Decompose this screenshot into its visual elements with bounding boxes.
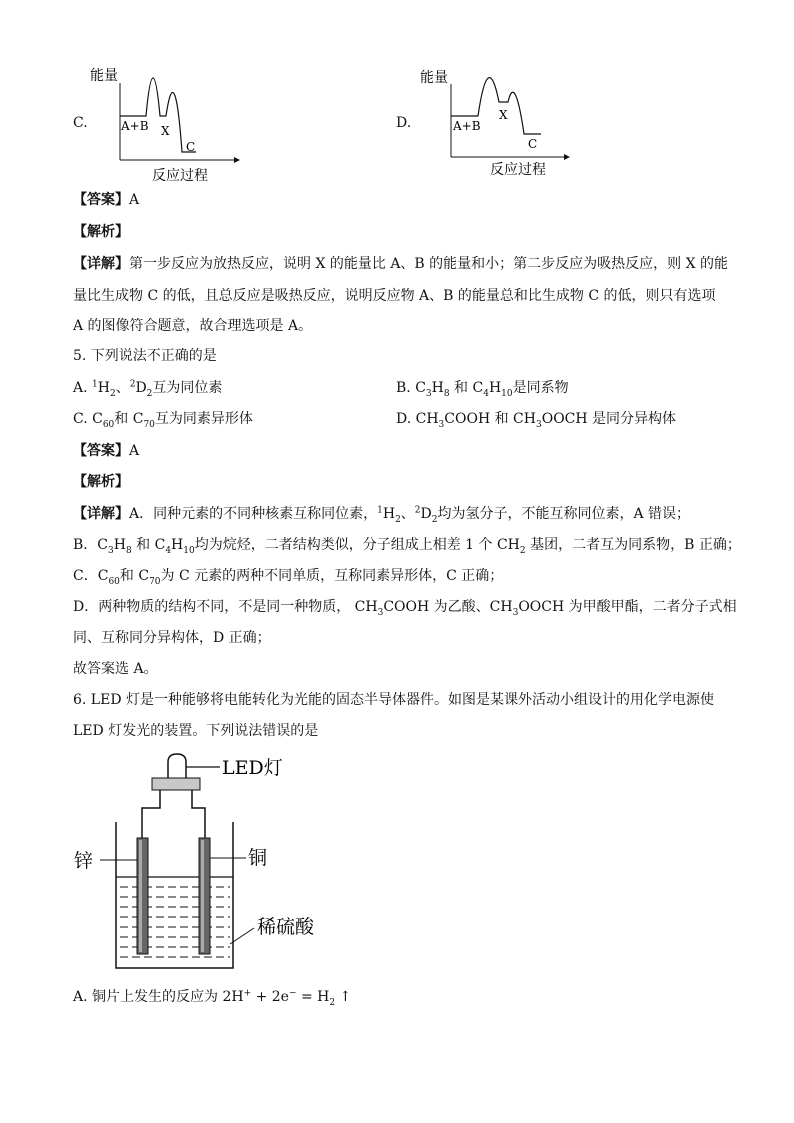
detail-text: 第一步反应为放热反应，说明 X 的能量比 A、B 的能量和小；第二步反应为吸热反应，则 X 的能 (129, 256, 729, 272)
sub: 3 (108, 545, 114, 556)
sub: 2 (146, 388, 153, 399)
opt-text: 、 (115, 380, 130, 396)
sub: 70 (149, 576, 161, 587)
zinc-electrode (137, 838, 148, 954)
q5-detail-line-1 (73, 504, 690, 524)
analysis-tag: 【解析】 (73, 474, 129, 490)
copper-electrode-highlight (201, 840, 204, 952)
q5-analysis (73, 472, 129, 492)
detail-text: 均为烷烃，二者结构类似，分子组成上相差 1 个 CH (194, 537, 520, 553)
opt-text: 和 C (449, 380, 484, 396)
q6-stem-line-2: LED 灯发光的装置。下列说法错误的是 (73, 723, 319, 739)
zinc-label: 锌 (74, 850, 94, 872)
copper-electrode (199, 838, 210, 954)
up-arrow-icon: ↑ (335, 989, 352, 1005)
sub: 2 (395, 514, 401, 525)
q5-option-c (73, 409, 253, 429)
sub: 3 (438, 419, 445, 430)
sub: 3 (425, 388, 432, 399)
detail-text: COOH 为乙酸、CH (383, 599, 513, 615)
sub: 70 (143, 419, 155, 430)
detail-text: 和 C (119, 568, 150, 584)
opt-text: COOH 和 CH (444, 411, 536, 427)
diagram-c-reactant: A+B (121, 119, 149, 133)
diagram-c-xlabel: 反应过程 (152, 168, 208, 184)
sub: 2 (431, 514, 438, 525)
sub: 2 (109, 388, 116, 399)
detail-text: B．C (73, 537, 108, 553)
sub: 3 (512, 607, 519, 618)
opt-text: H (431, 380, 444, 396)
q5-answer (73, 441, 139, 461)
q4-detail-line-1 (73, 254, 728, 274)
q4-analysis (73, 222, 129, 242)
q4-detail-line-3: A 的图像符合题意，故合理选项是 A。 (73, 318, 313, 334)
q6-stem-line-1: 6. LED 灯是一种能够将电能转化为光能的固态半导体器件。如图是某课外活动小组设计的用化学电源使 (73, 692, 714, 708)
led-label: LED灯 (222, 757, 283, 779)
detail-text: D．两种物质的结构不同，不是同一种物质， CH (73, 599, 378, 615)
opt-text: H (97, 380, 110, 396)
sup: 1 (377, 505, 383, 516)
detail-tag: 【详解】 (73, 506, 129, 522)
detail-text: 为 C 元素的两种不同单质，互称同素异形体，C 正确； (160, 568, 504, 584)
opt-text: H (488, 380, 502, 396)
analysis-tag: 【解析】 (73, 224, 129, 240)
opt-text: OOCH 是同分异构体 (541, 411, 677, 427)
wire-left (142, 790, 160, 838)
sub: 10 (501, 388, 513, 399)
sub: 4 (165, 545, 172, 556)
copper-label: 铜 (248, 847, 268, 869)
opt-text: 互为同位素 (152, 380, 223, 396)
opt-text: C. C (73, 411, 103, 427)
diagram-d-reactant: A+B (453, 119, 481, 133)
detail-text: 和 C (131, 537, 166, 553)
q6-option-a (73, 987, 351, 1007)
acid-label: 稀硫酸 (257, 916, 315, 938)
sup: + (243, 988, 252, 999)
sub: 3 (535, 419, 542, 430)
answer-tag: 【答案】 (73, 192, 129, 208)
sup: − (288, 988, 297, 999)
sub: 8 (125, 545, 132, 556)
sup: 2 (129, 379, 136, 390)
option-d-label: D. (396, 115, 412, 131)
q5-option-a (73, 378, 222, 398)
q4-detail-line-2: 量比生成物 C 的低，且总反应是吸热反应，说明反应物 A、B 的能量总和比生成物 C 的低，则只有选项 (73, 288, 716, 304)
opt-text: = H (296, 989, 330, 1005)
sub: 60 (108, 576, 120, 587)
opt-text: B. C (396, 380, 426, 396)
sup: 2 (414, 505, 421, 516)
led-base (152, 778, 200, 790)
beaker (116, 822, 233, 968)
q5-detail-line-4 (73, 597, 737, 617)
sub: 8 (443, 388, 450, 399)
q5-detail-line-2 (73, 535, 741, 555)
q4-answer (73, 190, 139, 210)
diagram-c-ylabel: 能量 (90, 68, 118, 84)
q5-detail-line-5: 同、互称同分异构体，D 正确； (73, 630, 271, 646)
opt-text: D (135, 380, 147, 396)
detail-tag: 【详解】 (73, 256, 129, 272)
wire-right (192, 790, 205, 838)
detail-text: D (420, 506, 432, 522)
opt-text: 互为同素异形体 (154, 411, 253, 427)
diagram-c-product: C (186, 140, 196, 154)
diagram-c-intermediate: X (161, 124, 170, 138)
energy-diagram-d (420, 62, 580, 187)
option-c-label: C. (73, 115, 88, 131)
q5-detail-line-3 (73, 566, 503, 586)
q5-conclusion: 故答案选 A。 (73, 661, 158, 677)
led-cell-diagram (70, 750, 330, 975)
detail-text: A．同种元素的不同种核素互称同位素， (129, 506, 378, 522)
sub: 3 (377, 607, 384, 618)
answer-tag: 【答案】 (73, 443, 129, 459)
detail-text: H (171, 537, 184, 553)
q5-option-d (396, 409, 676, 429)
led-bulb-icon (168, 754, 186, 778)
diagram-d-product: C (528, 137, 538, 151)
detail-text: 、 (400, 506, 415, 522)
sub: 2 (329, 997, 336, 1008)
energy-curve-c (120, 78, 196, 152)
opt-text: A. (73, 380, 93, 396)
sub: 60 (102, 419, 115, 430)
opt-text: A. 铜片上发生的反应为 2H (73, 989, 244, 1005)
detail-text: 均为氢分子，不能互称同位素，A 错误； (437, 506, 691, 522)
diagram-d-ylabel: 能量 (420, 70, 448, 86)
opt-text: D. CH (396, 411, 439, 427)
sub: 2 (519, 545, 526, 556)
q5-option-b (396, 378, 569, 398)
sub: 10 (183, 545, 195, 556)
sub: 4 (483, 388, 489, 399)
zinc-electrode-highlight (139, 840, 142, 952)
energy-diagram-c (90, 60, 250, 190)
detail-text: H (113, 537, 126, 553)
diagram-d-intermediate: X (499, 108, 508, 122)
opt-text: 是同系物 (512, 380, 569, 396)
diagram-d-xlabel: 反应过程 (490, 162, 546, 178)
detail-text: H (382, 506, 396, 522)
opt-text: 和 C (114, 411, 144, 427)
detail-text: 基团，二者互为同系物，B 正确； (525, 537, 741, 553)
q5-stem: 5. 下列说法不正确的是 (73, 348, 217, 364)
detail-text: OOCH 为甲酸甲酯，二者分子式相 (518, 599, 737, 615)
opt-text: + 2e (251, 989, 289, 1005)
answer-value: A (129, 192, 140, 208)
sup: 1 (92, 379, 98, 390)
detail-text: C．C (73, 568, 109, 584)
answer-value: A (129, 443, 140, 459)
